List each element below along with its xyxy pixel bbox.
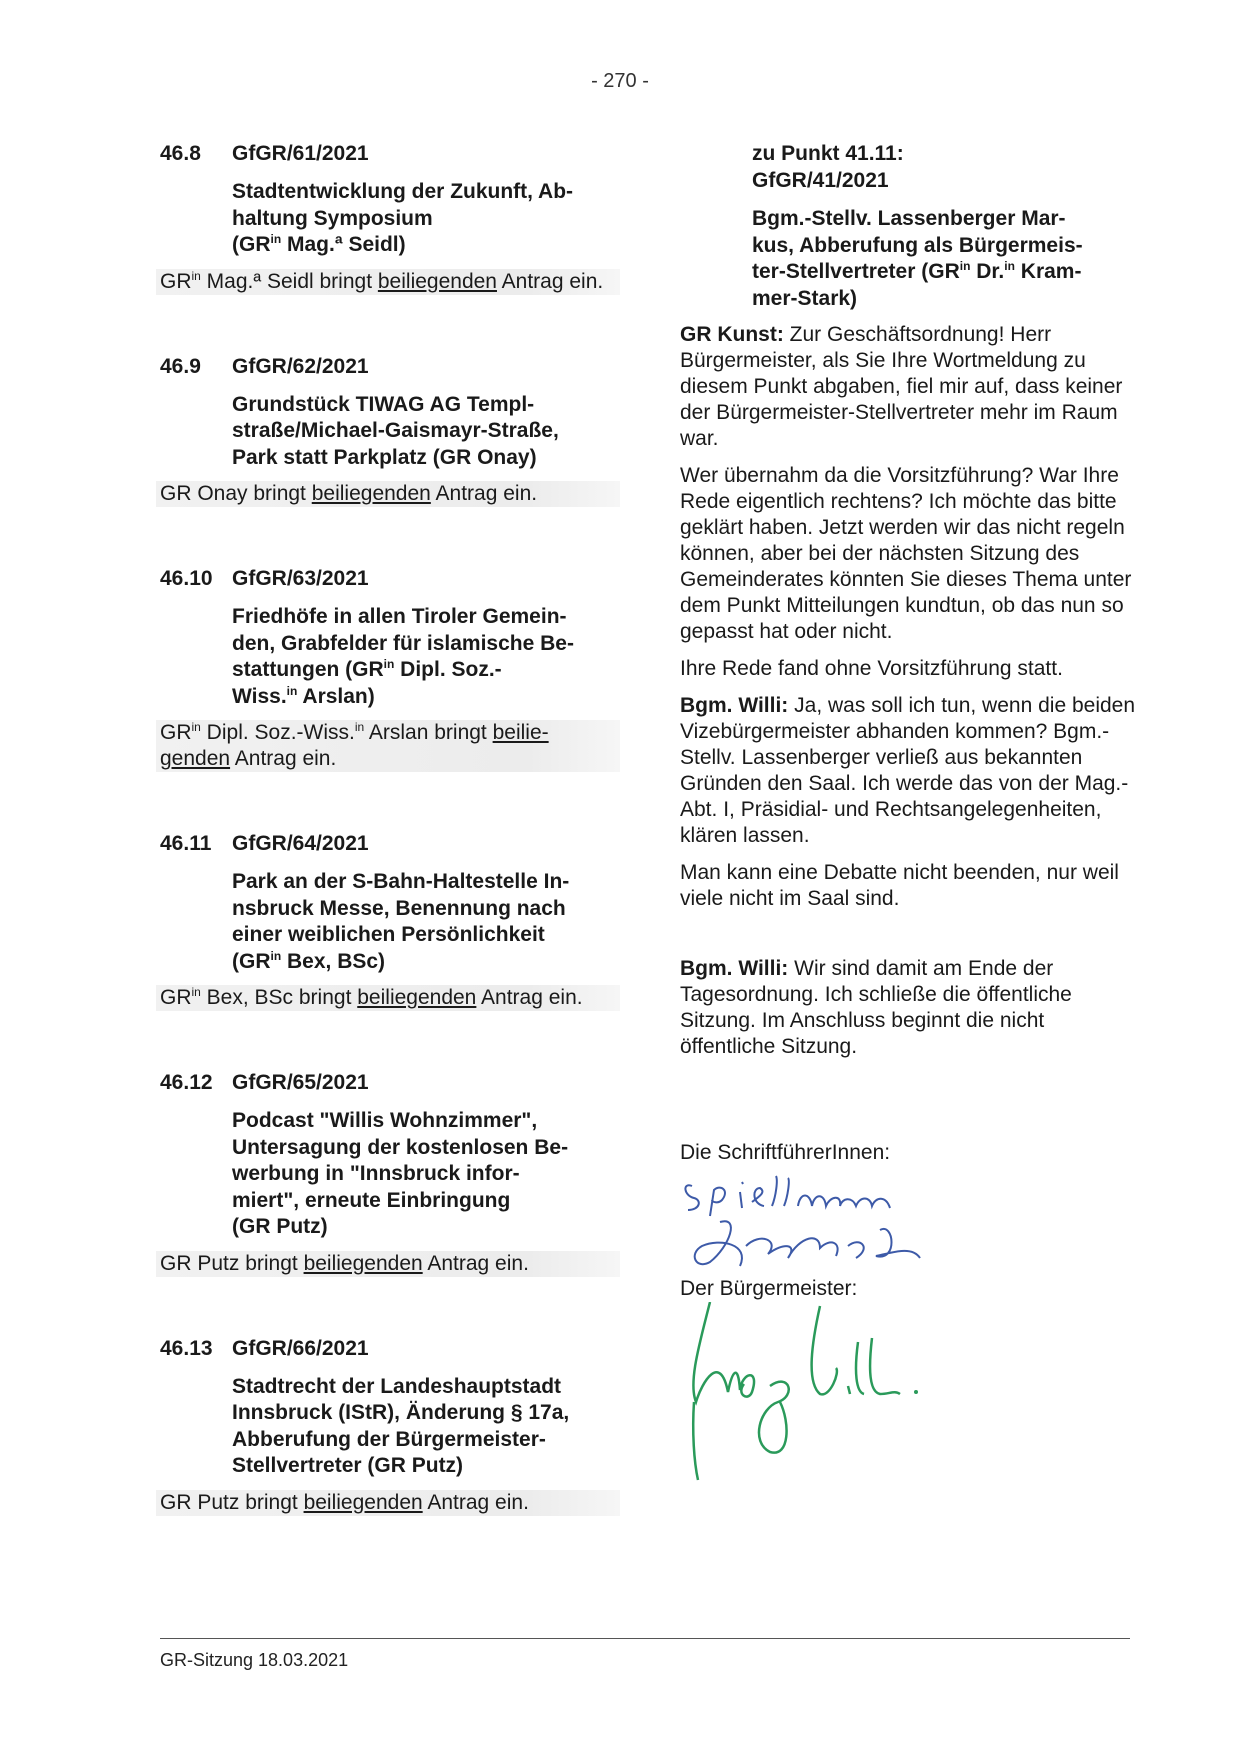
underlined-word: beiliegenden [303, 1490, 423, 1514]
agenda-item [160, 1335, 620, 1516]
paragraph: Bgm. Willi: Wir sind damit am Ende der Tagesordnung. Ich schließe die öffentliche Sitzung. Im Anschluss beginnt die nicht öffentliche Sitzung. [680, 957, 1072, 1058]
item-number: 46.8 [160, 142, 201, 165]
agenda-item [160, 1069, 620, 1277]
underlined-word: beiliegenden [303, 1251, 423, 1275]
item-title [232, 1108, 620, 1241]
page-number: - 270 - [591, 70, 649, 92]
title-line: Podcast "Willis Wohnzimmer", [232, 1109, 538, 1132]
item-title [232, 604, 620, 710]
item-code: GfGR/61/2021 [232, 142, 369, 165]
item-code: GfGR/62/2021 [232, 354, 369, 378]
underlined-word: beiliegenden [311, 482, 431, 505]
item-number: 46.10 [160, 567, 213, 590]
title-line: ($GR^{in}$ Bex, BSc) [232, 948, 386, 973]
title-line: einer weiblichen Persönlichkeit [232, 923, 545, 946]
secretaries-signature [680, 1166, 980, 1276]
title-line: stattungen ($GR^{in}$ Dipl. Soz.- [232, 657, 502, 681]
agenda-item [160, 830, 620, 1011]
secretaries-label: Die SchriftführerInnen: [680, 1141, 891, 1164]
item-code: GfGR/63/2021 [232, 567, 369, 590]
speaker: Bgm. Willi: [680, 694, 789, 717]
speaker: Bgm. Willi: [680, 957, 789, 980]
agenda-item [160, 140, 620, 295]
title-line: straße/Michael-Gaismayr-Straße, [232, 419, 559, 442]
footer-divider [160, 1638, 1130, 1639]
underlined-word: beiliegenden [377, 269, 497, 293]
title-line: Stadtentwicklung der Zukunft, Ab- [232, 180, 574, 203]
title-line: nsbruck Messe, Benennung nach [232, 896, 566, 920]
title-line: Grundstück TIWAG AG Templ- [232, 392, 535, 416]
mayor-signature [680, 1302, 980, 1482]
item-number: 46.11 [160, 832, 212, 855]
title-line: den, Grabfelder für islamische Be- [232, 631, 574, 655]
item-number: 46.13 [160, 1336, 213, 1360]
title-line: Park statt Parkplatz (GR Onay) [232, 445, 537, 469]
title-line: Untersagung der kostenlosen Be- [232, 1135, 569, 1159]
underlined-word: beiliegenden [357, 986, 477, 1009]
left-column [160, 140, 620, 1574]
agenda-item [160, 565, 620, 772]
item-text: $GR^{in}$ Dipl. Soz.-Wiss.$^{in}$ Arslan bringt beilie-genden Antrag ein. [156, 720, 620, 772]
item-code: GfGR/65/2021 [232, 1071, 369, 1094]
title-line: Wiss.$^{in}$ Arslan) [232, 683, 375, 708]
paragraph: Man kann eine Debatte nicht beenden, nur weil viele nicht im Saal sind. [680, 861, 1119, 910]
item-code: GfGR/64/2021 [232, 832, 369, 855]
title-line: (GR Putz) [232, 1215, 328, 1238]
mayor-label: Der Bürgermeister: [680, 1277, 858, 1300]
item-number: 46.12 [160, 1071, 213, 1094]
agenda-item [160, 353, 620, 508]
section-heading: zu Punkt 41.11: GfGR/41/2021 [752, 142, 904, 192]
item-text: GR Putz bringt beiliegenden Antrag ein. [156, 1490, 620, 1516]
speaker: GR Kunst: [680, 323, 784, 346]
item-title [232, 392, 620, 472]
underlined-word: beilie-genden [160, 721, 549, 770]
paragraph: Wer übernahm da die Vorsitzführung? War Ihre Rede eigentlich rechtens? Ich möchte das bitte geklärt haben. Jetzt werden wir das nicht regeln können, aber bei der nächsten Sitzung des Gemeinderates könnten Sie dieses Thema unter dem Punkt Mitteilungen kundtun, ob das nun so gepasst hat oder nicht. [680, 464, 1132, 643]
item-title [232, 1374, 620, 1480]
footer: GR-Sitzung 18.03.2021 [160, 1650, 349, 1670]
item-number: 46.9 [160, 354, 201, 378]
title-line: ($GR^{in}$ Mag.ª Seidl) [232, 232, 406, 256]
item-text: GR Putz bringt beiliegenden Antrag ein. [156, 1251, 620, 1277]
title-line: werbung in "Innsbruck infor- [232, 1162, 520, 1185]
right-column [680, 140, 1140, 1482]
item-text: $GR^{in}$ Mag.ª Seidl bringt beiliegenden Antrag ein. [156, 269, 620, 295]
title-line: Stadtrecht der Landeshauptstadt [232, 1374, 562, 1398]
section-title: Bgm.-Stellv. Lassenberger Mar- kus, Abberufung als Bürgermeis- ter-Stellvertreter ($GR^{in}$ Dr.$^{in}$ Kram- mer-Stark) [752, 207, 1083, 310]
title-line: Innsbruck (IStR), Änderung § 17a, [232, 1401, 570, 1424]
title-line: haltung Symposium [232, 206, 433, 230]
item-text: GR Onay bringt beiliegenden Antrag ein. [156, 481, 620, 507]
paragraph: GR Kunst: Zur Geschäftsordnung! Herr Bürgermeister, als Sie Ihre Wortmeldung zu diesem Punkt abgaben, fiel mir auf, dass keiner der Bürgermeister-Stellvertreter mehr im Raum war. [680, 323, 1123, 450]
title-line: Stellvertreter (GR Putz) [232, 1454, 464, 1477]
title-line: miert", erneute Einbringung [232, 1188, 511, 1212]
title-line: Friedhöfe in allen Tiroler Gemein- [232, 605, 567, 628]
paragraph: Ihre Rede fand ohne Vorsitzführung statt. [680, 657, 1063, 680]
item-code: GfGR/66/2021 [232, 1336, 369, 1360]
paragraph: Bgm. Willi: Ja, was soll ich tun, wenn die beiden Vizebürgermeister abhanden kommen? Bgm.-Stellv. Lassenberger verließ aus bekannten Gründen den Saal. Ich werde das von der Mag.-Abt. I, Präsidial- und Rechtsangelegenheiten, klären lassen. [680, 694, 1136, 847]
title-line: Abberufung der Bürgermeister- [232, 1427, 546, 1451]
item-title [232, 179, 620, 259]
title-line: Park an der S-Bahn-Haltestelle In- [232, 870, 570, 893]
item-title [232, 869, 620, 975]
item-text: $GR^{in}$ Bex, BSc bringt beiliegenden Antrag ein. [156, 985, 620, 1011]
